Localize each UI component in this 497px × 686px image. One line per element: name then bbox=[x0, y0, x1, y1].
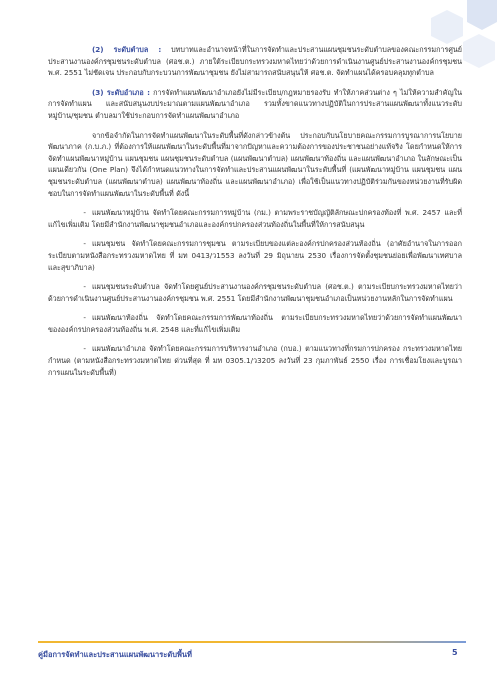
footer-divider bbox=[38, 641, 466, 643]
list-item-text: แผนชุมชน จัดทำโดยคณะกรรมการชุมชน ตามระเบียบของแต่ละองค์กรปกครองส่วนท้องถิ่น (อาศัยอำนาจในการออกระเบียบตามหนังสือกระทรวงมหาดไทย ที่ มท 0413/ว1553 ลงวันที่ 29 มิถุนายน 2530 เรื่องการจัดตั้งชุมชนย่อยเพื่อพัฒนาเทศบาลและสุขาภิบาล) bbox=[48, 239, 462, 272]
list-item-text: แผนพัฒนาอำเภอ จัดทำโดยคณะกรรมการบริหารงานอำเภอ (กบอ.) ตามแนวทางที่กรมการปกครอง กระทรวงมหาดไทย กำหนด (ตามหนังสือกระทรวงมหาดไทย ด่วนที่สุด ที่ มท 0305.1/ว3205 ลงวันที่ 23 กุมภาพันธ์ 2550 เรื่อง การเชื่อมโยงและบูรณาการแผนในระดับพื้นที่) bbox=[48, 344, 462, 377]
paragraph-label: (3) ระดับอำเภอ : bbox=[92, 87, 150, 97]
list-item-text: แผนชุมชนระดับตำบล จัดทำโดยศูนย์ประสานงานองค์กรชุมชนระดับตำบล (ศอช.ต.) ตามระเบียบกระทรวงมหาดไทยว่าด้วยการดำเนินงานศูนย์ประสานงานองค์กรชุมชน พ.ศ. 2551 โดยมีสำนักงานพัฒนาชุมชนอำเภอเป็นหน่วยงานหลักในการจัดทำแผน bbox=[48, 282, 462, 303]
bullet-dash-icon: - bbox=[83, 208, 86, 218]
list-item bbox=[48, 238, 462, 273]
page-number: 5 bbox=[452, 648, 458, 657]
list-item bbox=[48, 207, 462, 230]
paragraph-constraints-summary bbox=[48, 130, 462, 200]
list-item bbox=[48, 312, 462, 335]
footer-title: คู่มือการจัดทำและประสานแผนพัฒนาระดับพื้นที่ bbox=[38, 650, 192, 659]
list-item bbox=[48, 281, 462, 304]
list-item-text: แผนพัฒนาท้องถิ่น จัดทำโดยคณะกรรมการพัฒนาท้องถิ่น ตามระเบียบกระทรวงมหาดไทยว่าด้วยการจัดทำแผนพัฒนาขององค์กรปกครองส่วนท้องถิ่น พ.ศ. 2548 และที่แก้ไขเพิ่มเติม bbox=[48, 313, 462, 334]
paragraph-subdistrict-level bbox=[48, 44, 462, 79]
list-item-text: แผนพัฒนาหมู่บ้าน จัดทำโดยคณะกรรมการหมู่บ้าน (กม.) ตามพระราชบัญญัติลักษณะปกครองท้องที่ พ.ศ. 2457 และที่แก้ไขเพิ่มเติม โดยมีสำนักงานพัฒนาชุมชนอำเภอและองค์กรปกครองส่วนท้องถิ่นในพื้นที่ให้การสนับสนุน bbox=[48, 208, 462, 229]
plan-types-list bbox=[48, 207, 462, 378]
paragraph-label: (2) ระดับตำบล : bbox=[92, 45, 162, 54]
paragraph-text: จากข้อจำกัดในการจัดทำแผนพัฒนาในระดับพื้นที่ดังกล่าวข้างต้น ประกอบกับนโยบายคณะกรรมการบูรณาการนโยบายพัฒนาภาค (ก.บ.ภ.) ที่ต้องการให้แผนพัฒนาในระดับพื้นที่มาจากปัญหาและความต้องการของประชาชนอย่างแท้จริง โดยกำหนดให้การจัดทำแผนพัฒนาหมู่บ้าน แผนชุมชน แผนชุมชนระดับตำบล (แผนพัฒนาตำบล) แผนพัฒนาท้องถิ่น และแผนพัฒนาอำเภอ ในลักษณะเป็นแผนเดียวกัน (One Plan) จึงได้กำหนดแนวทางในการจัดทำและประสานแผนพัฒนาในระดับพื้นที่ (แผนพัฒนาหมู่บ้าน แผนชุมชน แผนชุมชนระดับตำบล (แผนพัฒนาตำบล) แผนพัฒนาท้องถิ่น และแผนพัฒนาอำเภอ) เพื่อใช้เป็นแนวทางปฏิบัติร่วมกันของหน่วยงานที่รับผิดชอบในการจัดทำแผนพัฒนาในระดับพื้นที่ ดังนี้ bbox=[48, 130, 462, 198]
list-item bbox=[48, 343, 462, 378]
document-body bbox=[48, 44, 462, 386]
paragraph-text: บทบาทและอำนาจหน้าที่ในการจัดทำและประสานแผนชุมชนระดับตำบลของคณะกรรมการศูนย์ประสานงานองค์กรชุมชนระดับตำบล (ศอช.ต.) ภายใต้ระเบียบกระทรวงมหาดไทยว่าด้วยการดำเนินงานศูนย์ประสานงานองค์กรชุมชน พ.ศ. 2551 ไม่ชัดเจน ประกอบกับกระบวนการพัฒนาชุมชน ยังไม่สามารถสนับสนุนให้ ศอช.ต. จัดทำแผนได้ครอบคลุมทุกตำบล bbox=[48, 45, 462, 78]
bullet-dash-icon: - bbox=[83, 313, 86, 323]
paragraph-district-level bbox=[48, 87, 462, 122]
paragraph-text: การจัดทำแผนพัฒนาอำเภอยังไม่มีระเบียบ/กฎหมายรองรับ ทำให้ภาคส่วนต่าง ๆ ไม่ให้ความสำคัญในการจัดทำแผน และสนับสนุนงบประมาณตามแผนพัฒนาอำเภอ รวมทั้งขาดแนวทางปฏิบัติในการประสานแผนพัฒนาทั้งแนวระดับหมู่บ้าน/ชุมชน ตำบลมาใช้ประกอบการจัดทำแผนพัฒนาอำเภอ bbox=[48, 87, 462, 120]
bullet-dash-icon: - bbox=[83, 344, 86, 354]
bullet-dash-icon: - bbox=[83, 282, 86, 292]
bullet-dash-icon: - bbox=[83, 239, 86, 249]
